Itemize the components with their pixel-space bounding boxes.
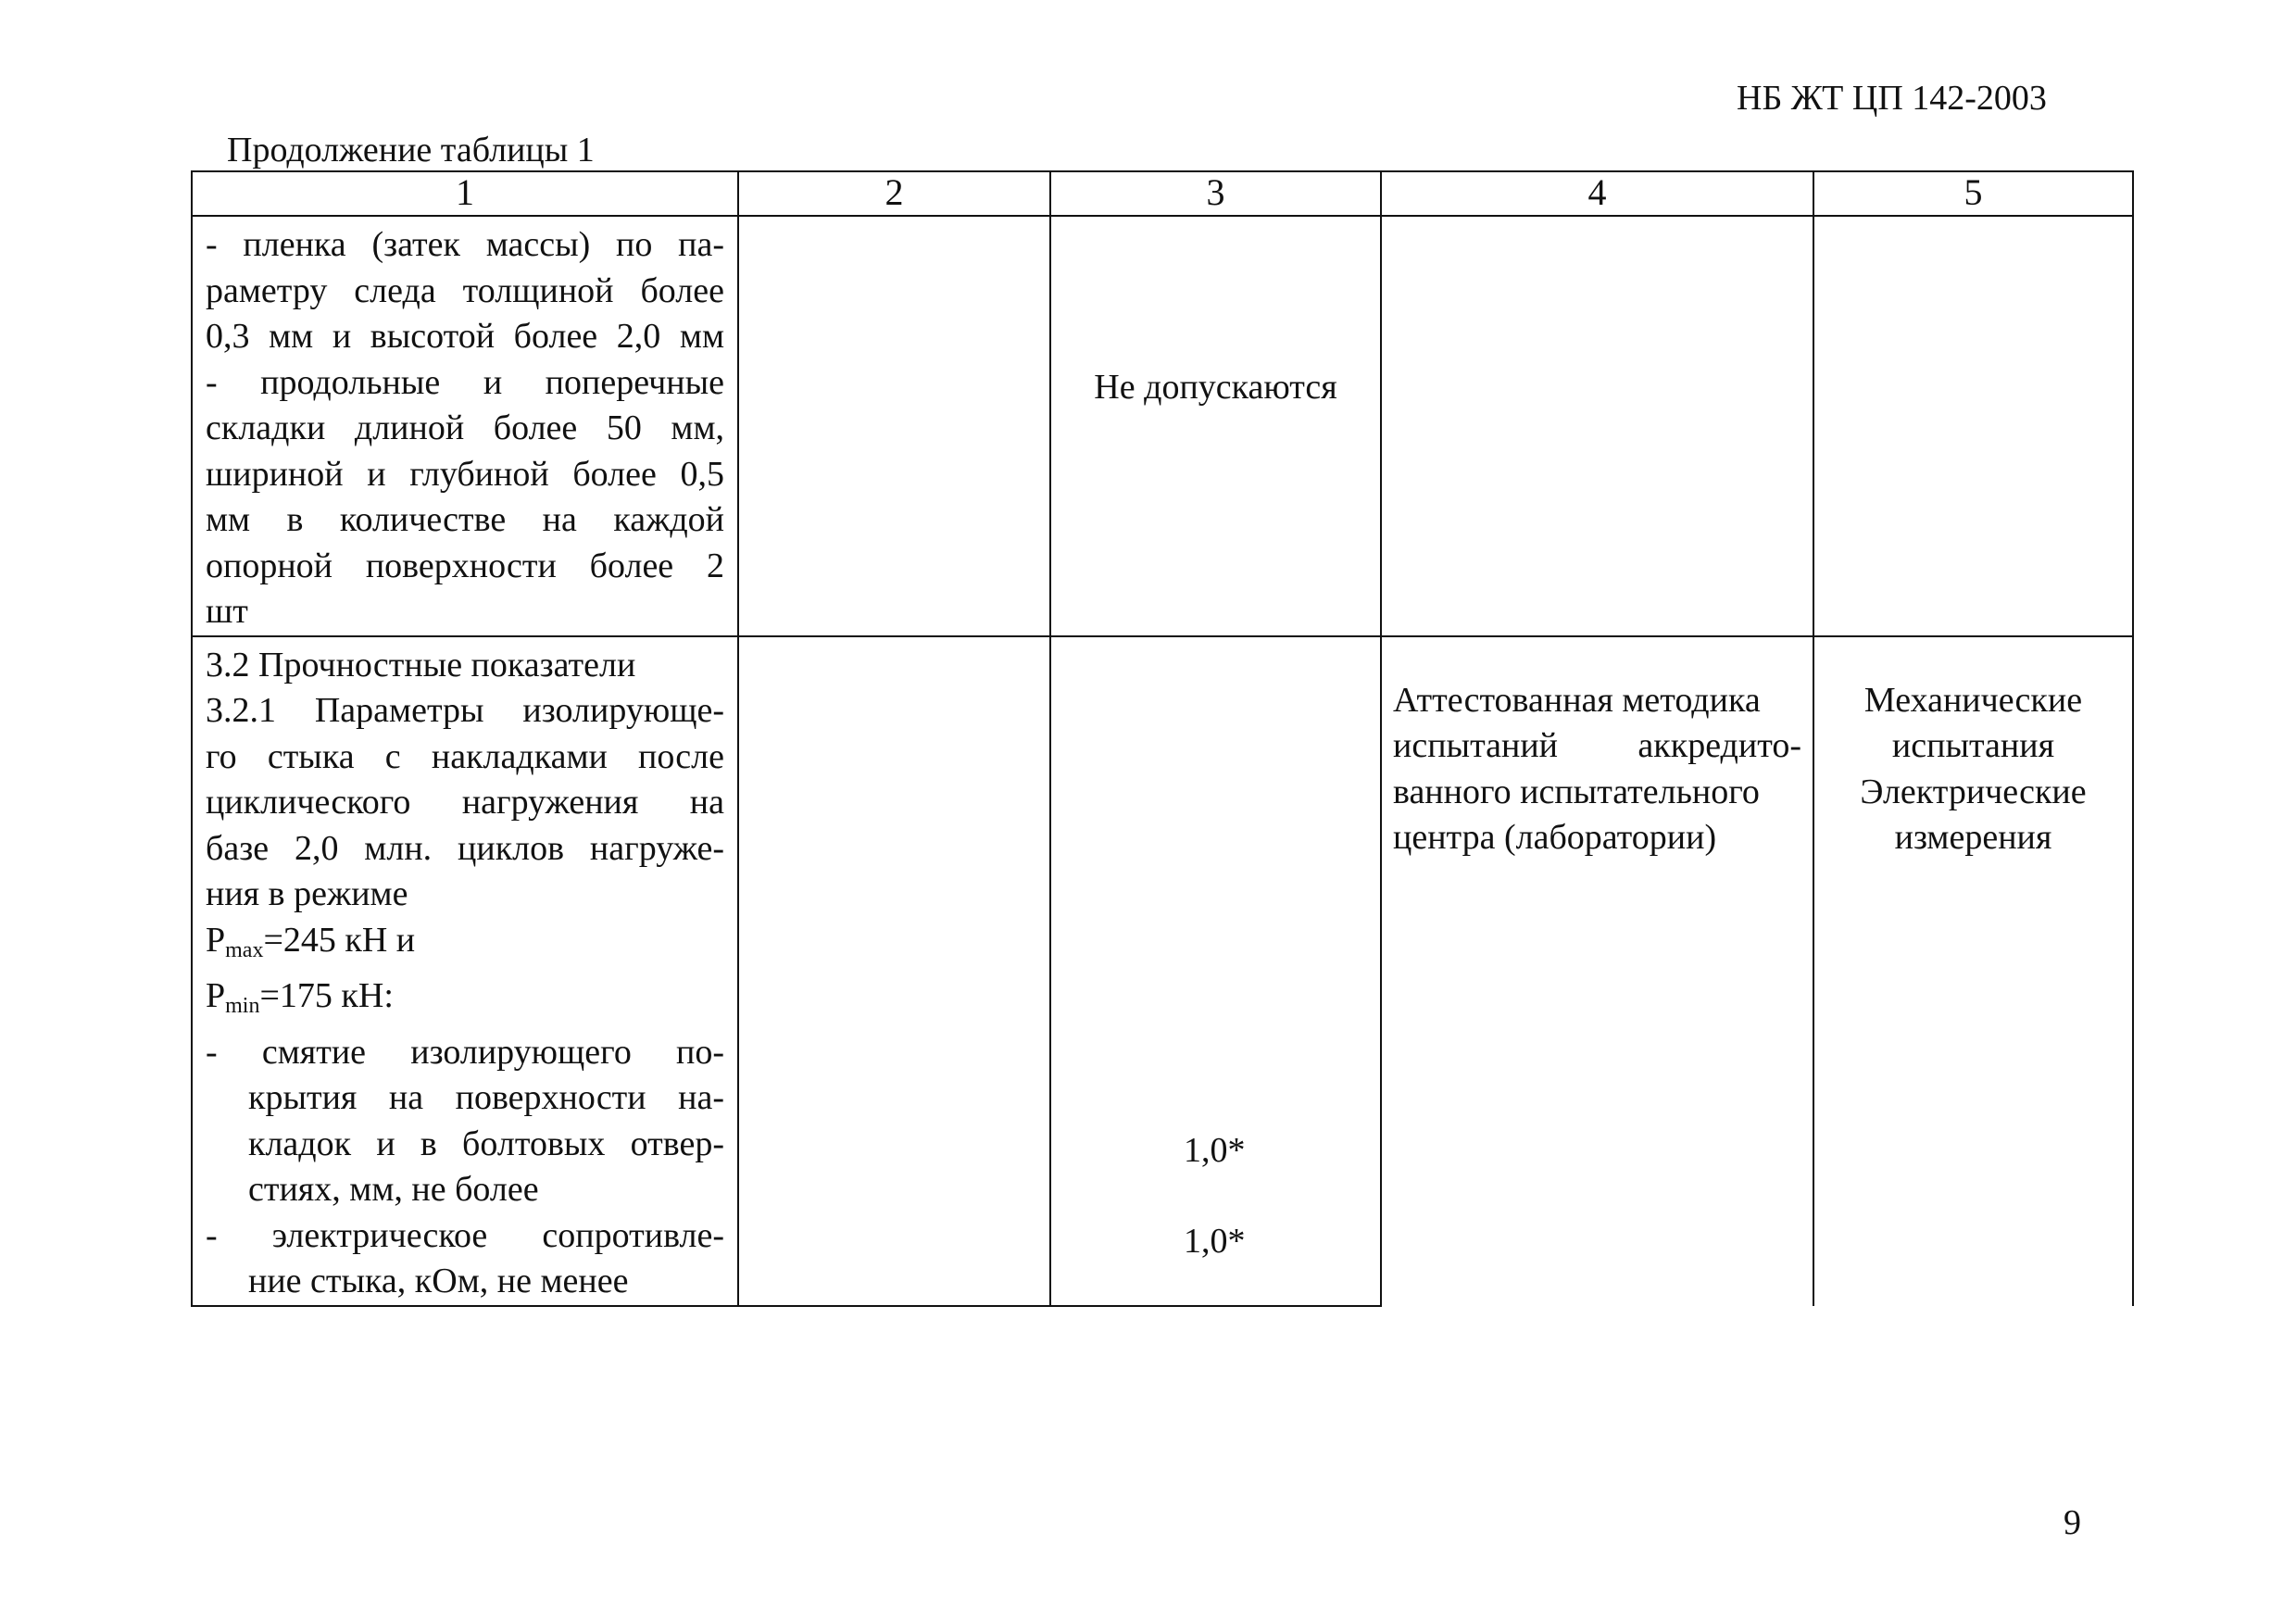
text-line: - пленка (затек массы) по па- [206, 225, 724, 264]
document-code: НБ ЖТ ЦП 142-2003 [1737, 79, 2047, 118]
row1-col2-cell [738, 216, 1050, 636]
pmax-formula: $P_{max}=245$ кН и [206, 920, 416, 962]
text-line: мм в количестве на каждой [206, 500, 724, 539]
list-item: кладок и в болтовых отвер- [248, 1124, 724, 1163]
row1-col4-cell [1381, 216, 1813, 636]
list-item: - смятие изолирующего по- [206, 1032, 724, 1072]
list-item: - электрическое сопротивле- [206, 1215, 724, 1255]
column-header-4: 4 [1381, 171, 1813, 216]
column-header-5: 5 [1813, 171, 2133, 216]
requirement-value: Не допускаются [1094, 368, 1337, 407]
text-line: шт [206, 592, 248, 631]
column-header-1: 1 [192, 171, 738, 216]
table-row [192, 216, 2133, 636]
text-line: го стыка с накладками после [206, 736, 724, 776]
row2-col2-cell [738, 636, 1050, 1306]
column-header-3: 3 [1050, 171, 1381, 216]
row2-col4-cell [1381, 636, 1813, 1306]
table-row [192, 636, 2133, 1306]
text-line: Аттестованная методика [1393, 680, 1761, 720]
row2-col1-cell [192, 636, 738, 1306]
section-heading: 3.2 Прочностные показатели [206, 645, 636, 684]
row1-col3-cell [1050, 216, 1381, 636]
text-line: циклического нагружения на [206, 783, 724, 822]
crushing-limit-value: 1,0* [1184, 1131, 1246, 1170]
text-line: испытаний аккредито- [1393, 726, 1801, 765]
page-number: 9 [2064, 1503, 2081, 1542]
specification-table [191, 170, 2134, 1307]
text-line: испытания [1891, 726, 2055, 765]
list-item: стиях, мм, не более [248, 1170, 539, 1209]
text-line: Механические [1863, 680, 2083, 720]
text-line: 3.2.1 Параметры изолирующе- [206, 691, 724, 730]
text-line: Электрические [1860, 772, 2087, 811]
resistance-limit-value: 1,0* [1184, 1222, 1246, 1261]
text-line: базе 2,0 млн. циклов нагруже- [206, 828, 724, 868]
row2-col3-cell [1050, 636, 1381, 1306]
text-line: - продольные и поперечные [206, 362, 724, 402]
row2-col5-cell [1813, 636, 2133, 1306]
column-header-2: 2 [738, 171, 1050, 216]
list-item: крытия на поверхности на- [248, 1078, 724, 1117]
text-line: складки длиной более 50 мм, [206, 408, 724, 447]
text-line: центра (лаборатории) [1393, 818, 1717, 857]
text-line: опорной поверхности более 2 [206, 546, 724, 585]
text-line: ванного испытательного [1393, 772, 1760, 811]
pmin-formula: $P_{min}=175$ кН: [206, 976, 394, 1018]
header-row [192, 171, 2133, 216]
row1-col5-cell [1813, 216, 2133, 636]
text-line: измерения [1894, 818, 2052, 857]
text-line: ния в режиме [206, 874, 408, 913]
text-line: 0,3 мм и высотой более 2,0 мм [206, 317, 724, 356]
list-item: ние стыка, кОм, не менее [248, 1262, 629, 1300]
row1-col1-cell [192, 216, 738, 636]
table-caption: Продолжение таблицы 1 [227, 131, 595, 170]
text-line: шириной и глубиной более 0,5 [206, 454, 724, 494]
text-line: раметру следа толщиной более [206, 270, 724, 310]
